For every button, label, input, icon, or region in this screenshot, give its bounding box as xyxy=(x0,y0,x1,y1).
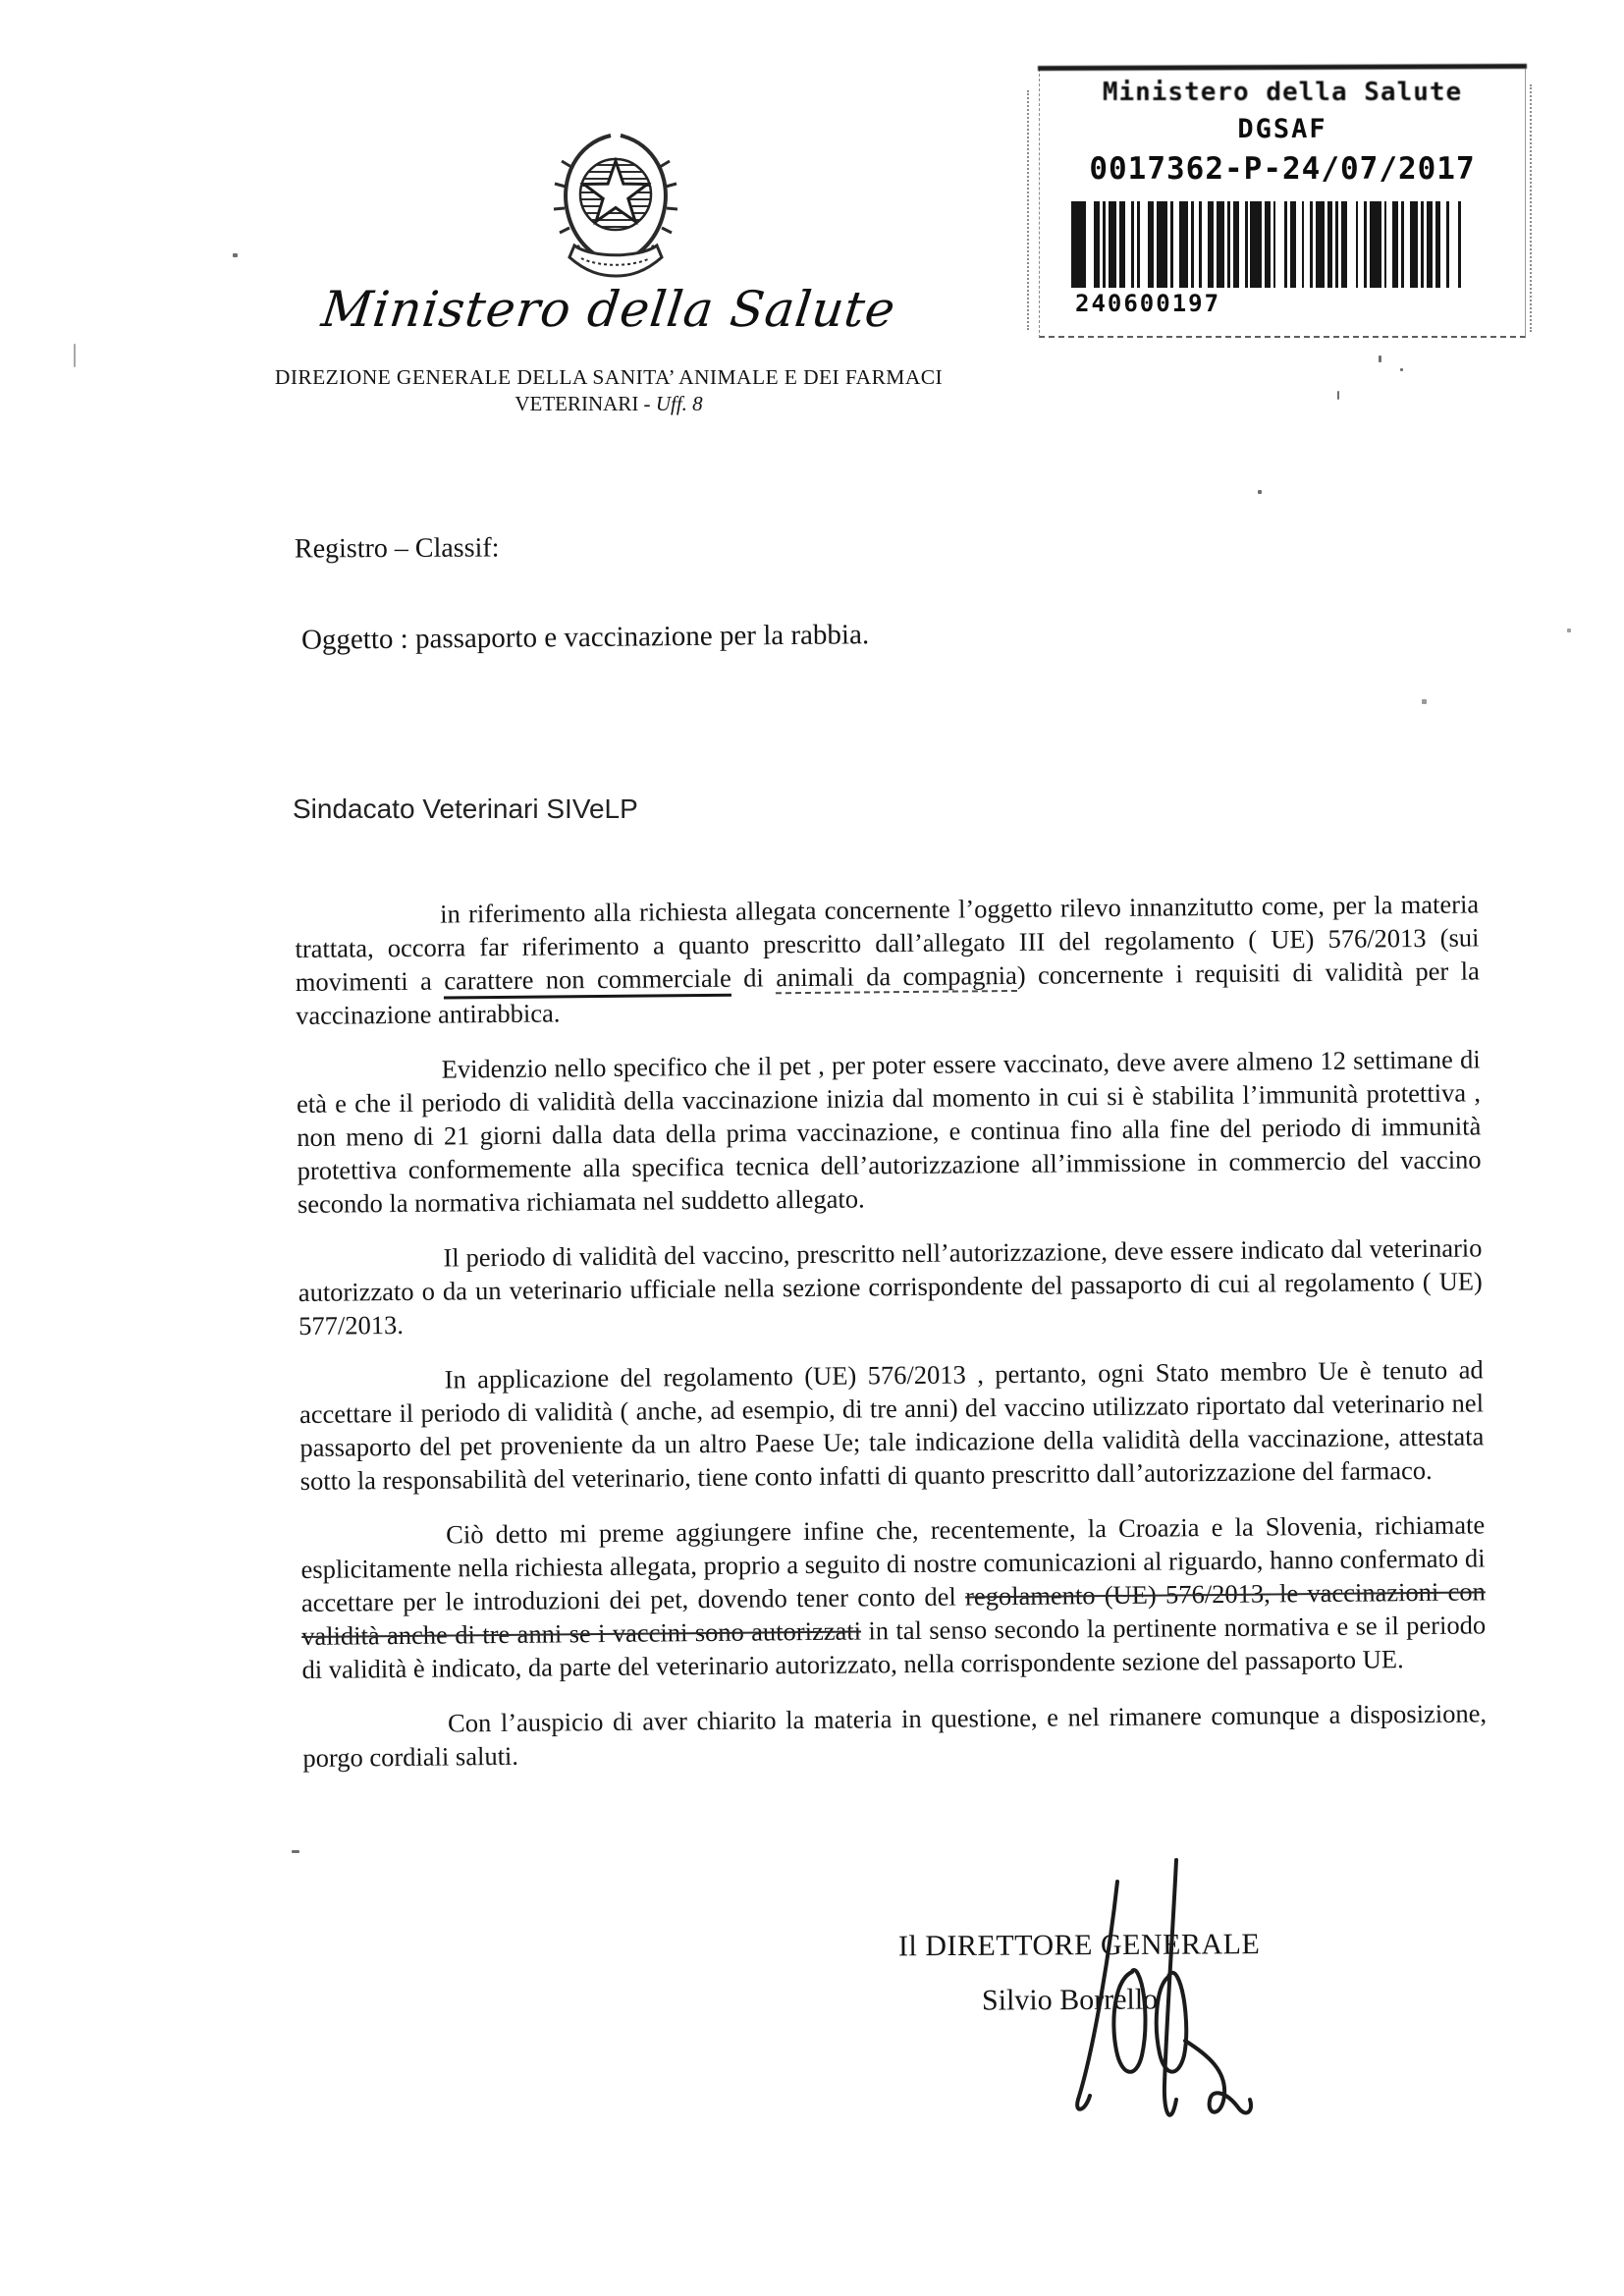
scan-speck xyxy=(1337,391,1339,400)
paragraph-4: In applicazione del regolamento (UE) 576/2013 , pertanto, ogni Stato membro Ue è tenuto ad accettare il periodo di validità ( anche, ad esempio, di tre anni) del vaccino utilizzato riportato dal veterinario nel passaporto del pet proveniente da un altro Paese Ue; tale indicazione della validità della vaccinazione, attestata sotto la responsabilità del veterinario, tiene conto infatti di quanto prescritto dall’autorizzazione del farmaco. xyxy=(298,1354,1485,1496)
handwritten-signature xyxy=(1016,1854,1281,2149)
italian-republic-emblem-icon xyxy=(542,118,689,287)
scan-speck xyxy=(233,253,238,257)
scan-speck xyxy=(1567,629,1571,632)
subject-line: Oggetto : passaporto e vaccinazione per la rabbia. xyxy=(300,619,870,656)
scan-speck xyxy=(292,1850,299,1853)
p5-text: in tal senso secondo la pertinente normativa e se il periodo di validità è indicato, da parte del veterinario autorizzato, nella corrispondente sezione del passaporto UE. xyxy=(301,1610,1487,1684)
directorate-line: DIREZIONE GENERALE DELLA SANITA’ ANIMALE E DEI FARMACI xyxy=(274,365,944,389)
scan-speck xyxy=(1258,490,1262,494)
paragraph-3: Il periodo di validità del vaccino, prescritto nell’autorizzazione, deve essere indicato dal veterinario autorizzato o da un veterinario ufficiale nella sezione corrispondente del passaporto di cui al regolamento ( UE) 577/2013. xyxy=(298,1232,1483,1340)
paragraph-1 xyxy=(295,887,1480,1032)
signer-name: Silvio Borrello xyxy=(981,1983,1159,2017)
office-line xyxy=(255,392,962,416)
stamp-side-marks-right xyxy=(1530,84,1532,332)
stamp-side-marks-left xyxy=(1027,90,1029,330)
barcode xyxy=(1071,201,1466,288)
stamp-protocol-number: 0017362-P-24/07/2017 xyxy=(1089,151,1476,187)
protocol-stamp xyxy=(1039,69,1526,338)
signer-title: Il DIRETTORE GENERALE xyxy=(897,1928,1261,1963)
p1-underlined-text: carattere non commerciale xyxy=(444,963,731,1000)
p5-struck-text: regolamento (UE) 576/2013, le vaccinazioni con validità anche di tre anni se i vaccini sono autorizzati xyxy=(301,1576,1486,1651)
scan-speck xyxy=(1379,355,1381,362)
p1-text: di xyxy=(731,962,777,993)
letter-body xyxy=(295,887,1488,1796)
paragraph-6-closing: Con l’auspicio di aver chiarito la materia in questione, e nel rimanere comunque a disposizione, porgo cordiali saluti. xyxy=(302,1698,1488,1773)
p1-text: in riferimento alla richiesta allegata concernente l’oggetto rilevo innanzitutto come, per la materia trattata, occorra far riferimento a quanto prescritto dall’allegato III del regolamento ( UE) 576/2013 (sui movimenti a xyxy=(295,889,1480,997)
paragraph-2: Evidenzio nello specifico che il pet , per poter essere vaccinato, deve avere almeno 12 settimane di età e che il periodo di validità della vaccinazione inizia dal momento in cui si è stabilita l’immunità protettiva , non meno di 21 giorni dalla data della prima vaccinazione, e continua fino alla fine del periodo di immunità protettiva conformemente alla specifica tecnica dell’autorizzazione all’immissione in commercio del vaccino secondo la normativa richiamata nel suddetto allegato. xyxy=(296,1044,1482,1219)
ministry-script-title: Ministero della Salute xyxy=(318,281,899,338)
scan-speck xyxy=(1400,368,1403,371)
scan-speck xyxy=(1422,699,1427,704)
stamp-ministry-line: Ministero della Salute xyxy=(1102,78,1463,107)
registro-classif-label: Registro – Classif: xyxy=(294,532,500,565)
p1-dotted-underline-text: animali da compagnia xyxy=(776,959,1017,993)
office-prefix: VETERINARI - xyxy=(514,392,656,415)
stamp-department-line: DGSAF xyxy=(1237,114,1327,144)
p1-text: ) concernente i requisiti di validità per la vaccinazione antirabbica. xyxy=(295,956,1480,1030)
p5-text: Ciò detto mi preme aggiungere infine che, recentemente, la Croazia e la Slovenia, richiamate esplicitamente nella richiesta allegata, proprio a seguito di nostre comunicazioni al riguardo, hanno confermato di accettare per le introduzioni dei pet, dovendo tener conto del xyxy=(300,1509,1486,1617)
barcode-number: 240600197 xyxy=(1075,290,1221,317)
paragraph-5 xyxy=(300,1507,1487,1686)
scan-speck xyxy=(74,344,76,367)
stamp-top-border xyxy=(1038,64,1527,71)
office-number: Uff. 8 xyxy=(655,392,703,415)
recipient-name: Sindacato Veterinari SIVeLP xyxy=(293,793,638,824)
